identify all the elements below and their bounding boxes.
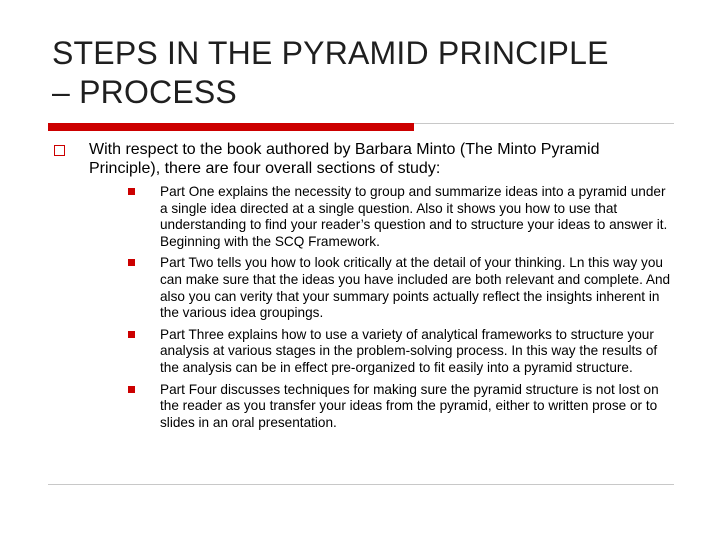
sub-bullet-list	[89, 184, 672, 431]
title-accent-bar	[48, 123, 414, 131]
slide-body	[52, 140, 672, 436]
filled-square-bullet-icon	[128, 188, 135, 195]
sub-bullet-text: Part Three explains how to use a variety of analytical frameworks to structure your analysis at various stages in the problem-solving process. In this way the results of the analysis can be in effect pre-organized to fit easily into a pyramid structure.	[160, 326, 658, 375]
sub-bullet-text: Part Two tells you how to look critically at the detail of your thinking. Ln this way you can make sure that the ideas you have included are both relevant and complete. And also you can verity that your summary points actually reflect the insights inherent in the various idea groupings.	[160, 255, 671, 321]
sub-bullet-item-part-one	[89, 184, 672, 250]
title-divider-line	[414, 123, 674, 124]
sub-bullet-text: Part One explains the necessity to group and summarize ideas into a pyramid under a single idea directed at a single question. Also it shows you how to use that understanding to find your reader’s question and to structure your ideas to answer it. Beginning with the SCQ Framework.	[160, 184, 668, 249]
slide-title-line-2: – PROCESS	[52, 74, 237, 110]
filled-square-bullet-icon	[128, 259, 135, 266]
intro-text: With respect to the book authored by Barbara Minto (The Minto Pyramid Principle), there are four overall sections of study:	[89, 141, 600, 177]
slide-title-line-1: STEPS IN THE PYRAMID PRINCIPLE	[52, 35, 609, 71]
sub-bullet-item-part-three	[89, 327, 672, 377]
slide-title	[52, 34, 692, 112]
sub-bullet-item-part-four	[89, 382, 672, 432]
filled-square-bullet-icon	[128, 331, 135, 338]
footer-divider-line	[48, 484, 674, 485]
hollow-square-bullet-icon	[54, 145, 65, 156]
sub-bullet-item-part-two	[89, 255, 672, 321]
sub-bullet-text: Part Four discusses techniques for making sure the pyramid structure is not lost on the reader as you transfer your ideas from the pyramid, either to written prose or to slides in an oral presentation.	[160, 381, 659, 430]
filled-square-bullet-icon	[128, 386, 135, 393]
bullet-list-item	[52, 140, 672, 431]
